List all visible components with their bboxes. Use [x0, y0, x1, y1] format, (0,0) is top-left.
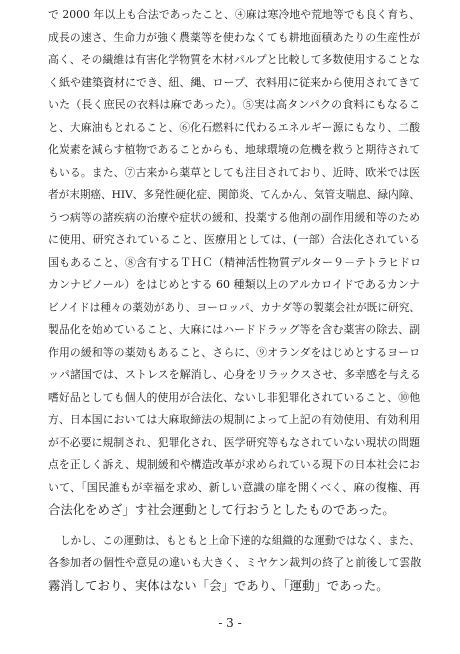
text-line: と、大麻油もとれること、⑥化石燃料に代わるエネルギー源にもなり、二酸 — [48, 120, 420, 134]
text-line: ビノイドは種々の薬効があり、ヨーロッパ、カナダ等の製薬会社が既に研究、 — [48, 301, 420, 314]
text-line: 製品化を始めていること、大麻にはハードドラッグ等を含む薬害の除去、副 — [48, 323, 420, 336]
text-line: 霧消しており、実体はない「会」であり、「運動」であった。 — [48, 577, 389, 593]
text-line: カンナビノール）をはじめとする 60 種類以上のアルカロイドであるカンナ — [48, 278, 420, 291]
paragraph-gap — [48, 522, 420, 530]
text-line: 者が末期癌、HIV、多発性硬化症、関節炎、てんかん、気管支喘息、緑内障、 — [48, 189, 420, 201]
text-line: ッパ諸国では、ストレスを解消し、心身をリラックスさせ、多幸感を与える — [48, 368, 422, 381]
paragraph-2 — [48, 530, 420, 598]
text-line: いた（長く庶民の衣料は麻であった）。⑤実は高タンパクの食料にもなるこ — [48, 98, 420, 111]
page-number: - 3 - — [218, 616, 242, 630]
text-line: もいる。また、⑦古来から薬草としても注目されており、近時、欧米では医 — [48, 165, 420, 179]
text-line: 成長の速さ、生命力が強く農薬等を使わなくても耕地面積あたりの生産性が — [48, 30, 420, 44]
text-line: うつ病等の諸疾病の治療や症状の緩和、投薬する他剤の副作用緩和等のため — [48, 210, 420, 224]
text-line: 高く、その繊維は有害化学物質を木材パルプと比較して多数使用することな — [48, 53, 420, 66]
body-text — [48, 4, 420, 597]
text-line: いて、「国民誰もが幸福を求め、新しい意識の扉を開くべく、麻の復権、再 — [48, 480, 420, 494]
text-line: が不必要に規制され、犯罪化され、医学研究等もなされていない現状の問題 — [48, 435, 420, 449]
text-line: で 2000 年以上も合法であったこと、④麻は寒冷地や荒地等でも良く育ち、 — [48, 8, 420, 21]
text-line: 点を正しく訴え、規制緩和や構造改革が求められている現下の日本社会にお — [48, 458, 420, 471]
text-line: く紙や建築資材にでき、紐、縄、ロープ、衣料用に従来から使用されてきて — [48, 75, 421, 89]
text-line: 合法化をめざ」す社会運動として行おうとしたものであった。 — [48, 502, 395, 517]
paragraph-1 — [48, 4, 420, 522]
text-line: しかし、この運動は、もともと上命下達的な組織的な運動ではなく、また、 — [60, 534, 420, 547]
text-line: 各参加者の個性や意見の違いも大きく、ミヤケン裁判の終了と前後して雲散 — [48, 556, 422, 569]
text-line: 方、日本国においては大麻取締法の規制によって上記の有効使用、有効利用 — [48, 413, 420, 426]
text-line: 化炭素を減らす植物であることからも、地球環境の危機を救うと期待されて — [48, 143, 420, 156]
text-line: 嗜好品としても個人的使用が合法化、ないし非犯罪化されていること、⑩他 — [48, 390, 420, 404]
text-line: 作用の緩和等の薬効もあること、さらに、⑨オランダをはじめとするヨーロ — [48, 345, 420, 359]
text-line: 国もあること、⑧含有するＴＨＣ（精神活性物質デルター９－テトラヒドロ — [48, 255, 422, 269]
text-line: に使用、研究されていること、医療用としては、(一部）合法化されている — [48, 233, 420, 246]
